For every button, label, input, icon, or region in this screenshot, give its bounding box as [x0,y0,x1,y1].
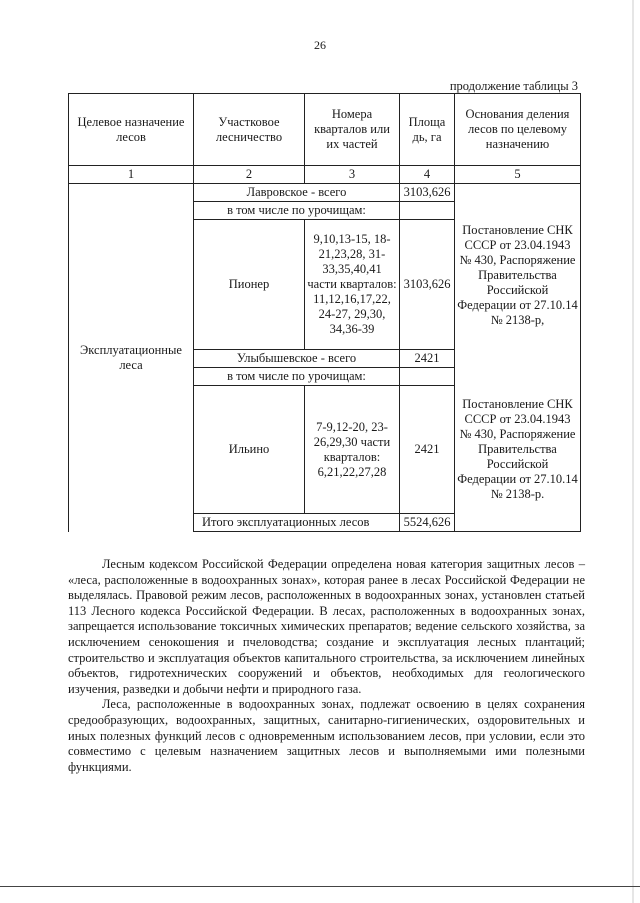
scan-edge [632,0,634,903]
ilino-quarters: 7-9,12-20, 23-26,29,30 части кварталов: 6,21,22,27,28 [305,386,400,514]
column-number: 2 [194,166,305,184]
header-row [69,94,581,166]
pioner-quarters: 9,10,13-15, 18-21,23,28, 31-33,35,40,41 части кварталов: 11,12,16,17,22, 24-27, 29,30, 34,36-39 [305,220,400,350]
header-area: Площа дь, га [400,94,455,166]
ulybyshevskoe-total-label: Улыбышевское - всего [194,350,400,368]
ilino-area: 2421 [400,386,455,514]
paragraph: Лесным кодексом Российской Федерации определена новая категория защитных лесов – «леса, расположенные в водоохранных зонах», которая ранее в лесах Российской Федерации не выделялась. Правовой режим лесов, расположенных в водоохранных зонах, установлен статьей 113 Лесного кодекса Российской Федерации. В лесах, расположенных в водоохранных зонах, запрещается использование токсичных химических препаратов; ведение сельского хозяйства, за исключением сенокошения и пчеловодства; создание и эксплуатация лесных плантаций; строительство и эксплуатация объектов капитального строительства, за исключением линейных объектов, гидротехнических сооружений и объектов, необходимых для геологического изучения, разведки и добычи нефти и природного газа. [68,557,585,696]
table-caption: продолжение таблицы 3 [449,79,578,93]
body-text [68,557,585,775]
total-label: Итого эксплуатационных лесов [194,514,400,532]
ulybyshevskoe-including-label: в том числе по урочищам: [194,368,400,386]
empty-area-cell [400,368,455,386]
lavrovskoe-total-label: Лавровское - всего [194,184,400,202]
header-quarters: Номера кварталов или их частей [305,94,400,166]
forest-purpose-cell: Эксплуатационные леса [69,184,194,532]
basis-cell-2: Постановление СНК СССР от 23.04.1943 № 430, Распоряжение Правительства Российской Федерации от 27.10.14 № 2138-р. [455,368,581,532]
pioner-name: Пионер [194,220,305,350]
lavrovskoe-total-area: 3103,626 [400,184,455,202]
page-number: 26 [314,38,326,52]
column-number: 3 [305,166,400,184]
basis-cell-1: Постановление СНК СССР от 23.04.1943 № 430, Распоряжение Правительства Российской Федерации от 27.10.14 № 2138-р, [455,184,581,368]
header-basis: Основания деления лесов по целевому назначению [455,94,581,166]
ulybyshevskoe-total-area: 2421 [400,350,455,368]
lavrovskoe-including-label: в том числе по урочищам: [194,202,400,220]
total-area: 5524,626 [400,514,455,532]
header-forestry: Участковое лесничество [194,94,305,166]
column-number-row [69,166,581,184]
pioner-area: 3103,626 [400,220,455,350]
header-purpose: Целевое назначение лесов [69,94,194,166]
empty-area-cell [400,202,455,220]
column-number: 5 [455,166,581,184]
lavrovskoe-total-row [69,184,581,202]
column-number: 1 [69,166,194,184]
paragraph: Леса, расположенные в водоохранных зонах, подлежат освоению в целях сохранения средообразующих, водоохранных, защитных, санитарно-гигиенических, оздоровительных и иных полезных функций лесов с одновременным использованием лесов, при условии, если это совместимо с целевым назначением защитных лесов и выполняемыми ими полезными функциями. [68,697,585,774]
ilino-name: Ильино [194,386,305,514]
forest-table [68,93,581,532]
footer-divider [0,886,640,887]
column-number: 4 [400,166,455,184]
